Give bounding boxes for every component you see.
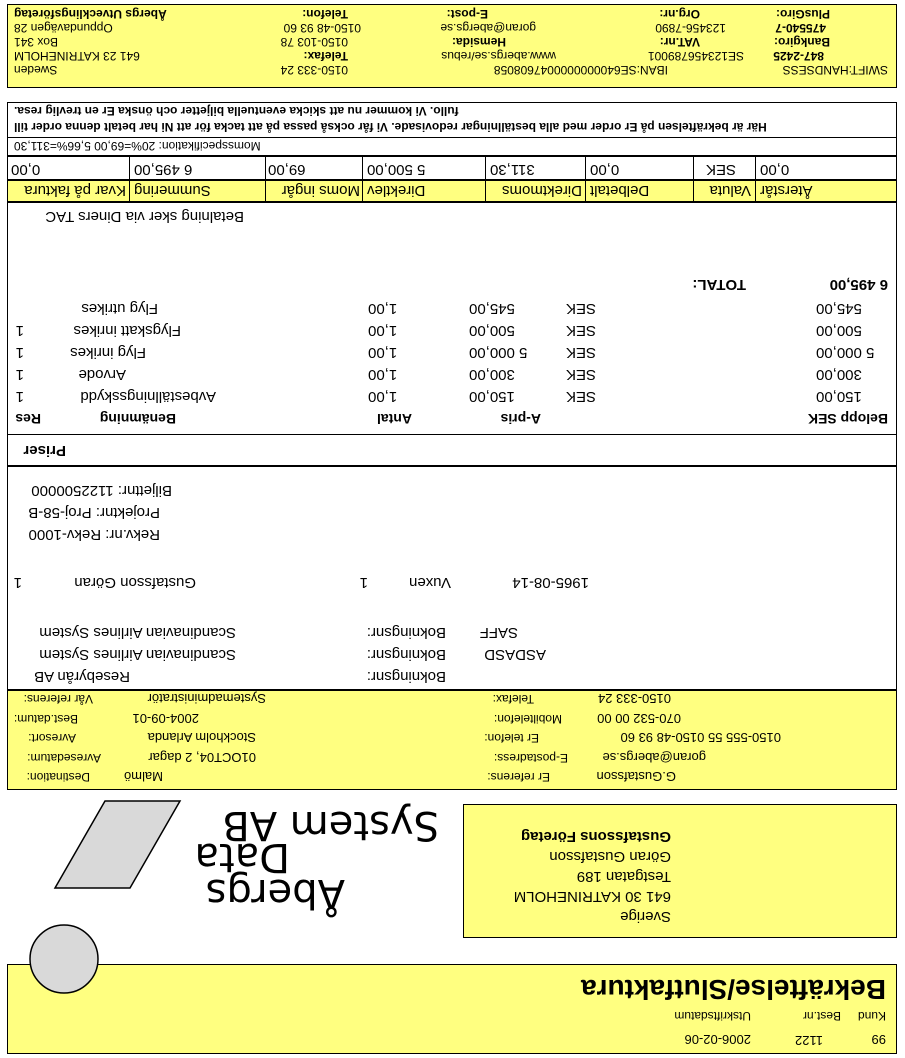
row-price: 150,00 (469, 388, 515, 405)
your-phone-label: Er telefon: (484, 731, 539, 745)
summary-remaining: 0,00 (760, 161, 790, 178)
footer-fax-label: Telefax: (303, 49, 348, 63)
summary-total: 6 495,00 (134, 161, 193, 178)
print-date-label: Utskriftsdatum (674, 1009, 751, 1023)
summary-vat-included: 69,00 (268, 161, 306, 178)
prices-heading: Priser (23, 442, 66, 459)
your-reference-label: Er referens: (487, 770, 550, 784)
email-label: E-postadress: (493, 751, 568, 765)
ticket-number: Biljettnr: 1122500000 (31, 482, 172, 499)
vat-specification: Momsspecifikation: 20%=69,00 5,66%=311,30 (14, 139, 261, 153)
footer-vatnr-value: SE123456789001 (647, 49, 744, 63)
booking-agency-label: Bokningsnr: (366, 668, 446, 685)
logo-line-data: Data (194, 834, 290, 880)
footer-plusgiro-label: PlusGiro: (775, 7, 830, 21)
summary-header-remaining-invoice: Kvar på faktura (24, 182, 126, 199)
departure-date-value: 01OCT04, 2 dagar (148, 750, 256, 765)
row-currency: SEK (565, 344, 596, 361)
footer-email-label: E-post: (446, 7, 488, 21)
col-header-price: A-pris (500, 411, 541, 427)
note-line-2: fullo. Vi kommer nu att skicka eventuella biljetter och önska Er en trevlig resa. (14, 104, 459, 118)
row-qty: 1,00 (368, 322, 398, 339)
your-reference-value: G.Gustafsson (596, 769, 676, 784)
row-amount: 500,00 (816, 322, 862, 339)
customer-label: Kund (857, 1009, 886, 1023)
summary-header-direct-vat: Direktmoms (501, 182, 582, 199)
destination-value: Malmö (123, 769, 163, 784)
row-name: Avbeställningsskydd (80, 388, 216, 405)
vat-note-section (7, 102, 897, 156)
footer-iban: IBAN:SE6400000000047608058 (493, 63, 668, 77)
company-footer (7, 4, 897, 88)
row-price: 545,00 (469, 300, 515, 317)
fax-label: Telefax: (492, 692, 534, 706)
row-qty: 1,00 (368, 344, 398, 361)
row-amount: 545,00 (816, 300, 862, 317)
departure-place-value: Stockholm Arlanda (147, 730, 256, 745)
booking-sas2-value: SAFF (479, 624, 518, 641)
row-qty: 1,00 (368, 300, 398, 317)
col-header-qty: Antal (377, 411, 412, 427)
footer-box: Box 341 (14, 35, 59, 49)
row-res: 1 (15, 322, 24, 339)
traveler-count: 1 (359, 574, 368, 591)
summary-direct-delivery: 5 500,00 (367, 161, 426, 178)
footer-street: Oppundavägen 28 (14, 21, 113, 35)
our-reference-label: Vår referens: (23, 692, 93, 706)
col-header-amount: Belopp SEK (807, 411, 888, 427)
order-number-value: 1122 (795, 1033, 823, 1048)
row-qty: 1,00 (368, 388, 398, 405)
prices-section (7, 202, 897, 466)
booking-sas1-value: ASDASD (484, 646, 546, 663)
email-value: goran@abergs.se (602, 750, 706, 765)
booking-sas2-name: Scandinavian Airlines System (39, 624, 236, 641)
mobile-value: 070-532 00 00 (597, 711, 681, 726)
print-date-value: 2006-02-06 (684, 1032, 751, 1047)
summary-remaining-invoice: 0,00 (11, 161, 41, 178)
summary-header-direct-delivery: Direktlev (367, 182, 426, 199)
row-res: 1 (15, 344, 24, 361)
row-name: Flygskatt inrikes (73, 322, 181, 339)
footer-country: Sweden (14, 63, 58, 77)
row-currency: SEK (565, 322, 596, 339)
row-price: 500,00 (469, 322, 515, 339)
note-line-1: Här är bekräftelsen på Er order med alla beställningar redovisade. Vi får också passa på att tacka för att Ni har betalt denna order till (14, 120, 767, 134)
row-name: Flyg utrikes (81, 300, 158, 317)
total-label: TOTAL: (692, 276, 746, 293)
traveler-number: 1 (13, 574, 22, 591)
footer-orgnr-value: 123456-7890 (655, 21, 726, 35)
col-header-name: Benämning (99, 411, 176, 427)
booking-info (7, 690, 897, 790)
customer-value: 99 (871, 1032, 886, 1047)
booking-sas1-name: Scandinavian Airlines System (39, 646, 236, 663)
footer-city: 641 23 KATRINEHOLM (14, 49, 140, 63)
footer-vatnr-label: VAT.nr: (659, 35, 700, 49)
mobile-label: Mobiltelefon: (493, 712, 562, 726)
footer-email-value: goran@abergs.se (440, 21, 536, 35)
traveler-dob: 1965-08-14 (512, 574, 589, 591)
footer-swift: SWIFT:HANDSESS (782, 63, 888, 77)
summary-direct-vat: 311,30 (490, 161, 535, 178)
booking-sas1-label: Bokningsnr: (366, 646, 446, 663)
row-res: 1 (15, 388, 24, 405)
recipient-street: Testgatan 189 (576, 868, 671, 885)
row-qty: 1,00 (368, 366, 398, 383)
row-name: Arvode (78, 366, 126, 383)
footer-orgnr-label: Org.nr: (659, 7, 700, 21)
fax-value: 0150-333 24 (597, 691, 671, 706)
order-date-label: Best.datum: (13, 712, 78, 726)
row-amount: 300,00 (816, 366, 862, 383)
destination-label: Destination: (26, 770, 90, 784)
logo-line-abergs: Åbergs (205, 870, 345, 916)
row-currency: SEK (565, 300, 596, 317)
footer-bankgiro-value: 847-2425 (773, 49, 824, 63)
document-title: Bekräftelse/Slutfaktura (580, 974, 886, 1005)
booking-details (7, 466, 897, 690)
summary-header-currency: Valuta (709, 182, 751, 199)
summary-currency: SEK (705, 161, 736, 178)
row-name: Flyg inrikes (70, 344, 146, 361)
col-header-res: Res (15, 411, 41, 427)
summary-header-vat-included: Moms ingår (281, 182, 360, 199)
summary-header-remaining: Återstår (760, 182, 813, 199)
footer-phone-value: 0150-48 93 60 (283, 21, 361, 35)
payment-note: Betalning sker via Diners TAC (45, 208, 244, 225)
footer-company-name: Åbergs Utvecklingsföretag (14, 7, 167, 21)
recipient-country: Sverige (620, 908, 671, 925)
summary-header-total: Summering (134, 182, 211, 199)
row-amount: 5 000,00 (816, 344, 875, 361)
our-reference-value: Systemadministratör (147, 691, 266, 706)
row-res: 1 (15, 366, 24, 383)
footer-phone-label: Telefon: (302, 7, 348, 21)
row-amount: 150,00 (816, 388, 862, 405)
requisition-number: Rekv.nr: Rekv-1000 (28, 526, 160, 543)
departure-place-label: Avresort: (28, 731, 76, 745)
booking-sas2-label: Bokningsnr: (366, 624, 446, 641)
recipient-address (463, 804, 897, 938)
footer-website-value: www.abergs.se/rebus (441, 49, 556, 63)
row-price: 300,00 (469, 366, 515, 383)
row-price: 5 000,00 (469, 344, 528, 361)
summary-header-partially-paid: Delbetalt (590, 182, 650, 199)
summary-table (7, 156, 897, 202)
booking-agency-name: Resebyrån AB (34, 668, 130, 685)
traveler-name: Gustafsson Göran (74, 574, 196, 591)
summary-partially-paid: 0,00 (590, 161, 620, 178)
footer-plusgiro-value: 475540-7 (775, 21, 826, 35)
recipient-name: Göran Gustafsson (549, 848, 671, 865)
your-phone-value: 0150-555 55 0150-48 93 60 (620, 730, 781, 745)
footer-fax-value: 0150-333 24 (280, 63, 348, 77)
total-value: 6 495,00 (829, 276, 888, 293)
traveler-type: Vuxen (409, 574, 451, 591)
recipient-city: 641 30 KATRINEHOLM (513, 888, 671, 905)
departure-date-label: Avresedatum: (27, 751, 101, 765)
order-date-value: 2004-09-01 (132, 711, 199, 726)
row-currency: SEK (565, 366, 596, 383)
logo-line-system: System AB (222, 802, 439, 848)
project-number: Projektnr: Proj-58-B (28, 504, 160, 521)
row-currency: SEK (565, 388, 596, 405)
footer-website-label: Hemsida: (451, 35, 506, 49)
order-number-label: Best.nr (802, 1009, 841, 1023)
footer-bankgiro-label: Bankgiro: (773, 35, 830, 49)
company-logo (5, 798, 439, 998)
recipient-company: Gustafssons Företag (520, 828, 671, 845)
footer-phone-alt: 0150-103 78 (280, 35, 348, 49)
